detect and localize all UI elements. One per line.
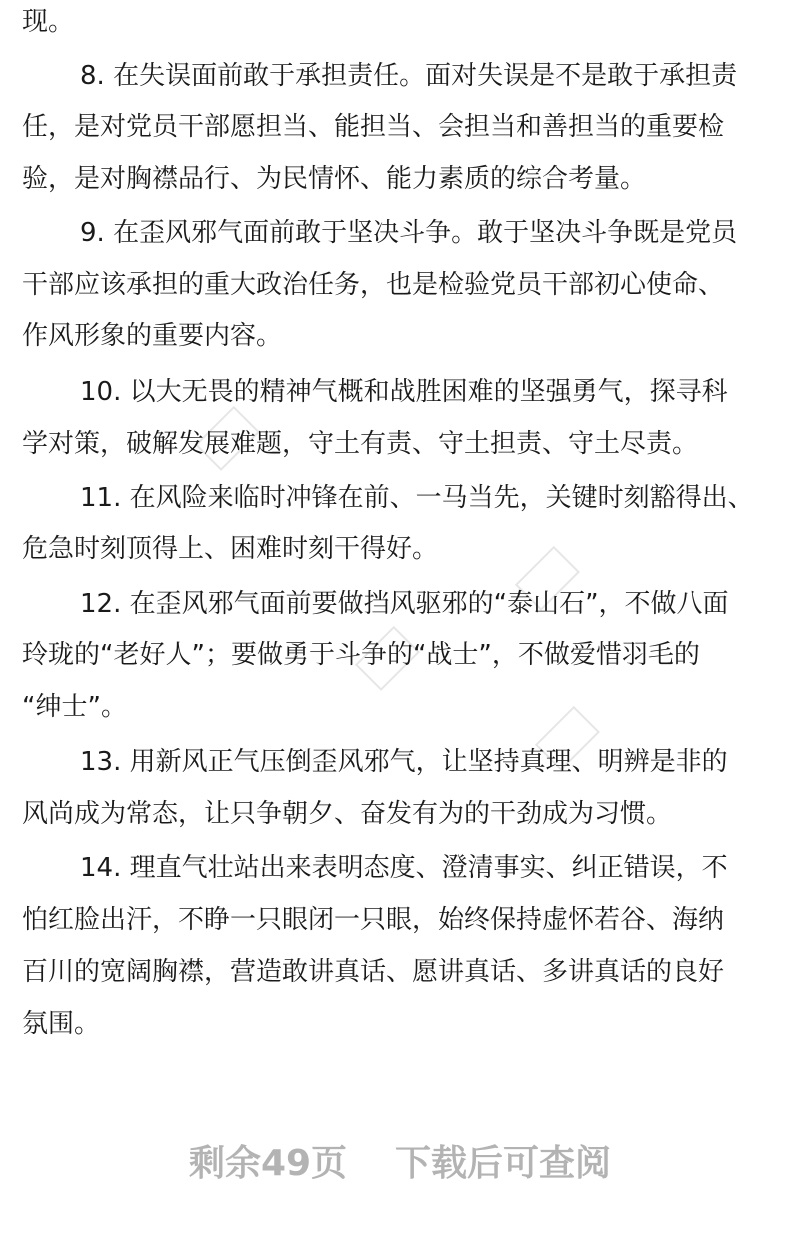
text-line: “绅士”。 (22, 692, 127, 722)
text-line: 干部应该承担的重大政治任务，也是检验党员干部初心使命、 (22, 270, 725, 300)
text-line: 9. 在歪风邪气面前敢于坚决斗争。敢于坚决斗争既是党员 (80, 218, 738, 248)
text-line: 作风形象的重要内容。 (22, 321, 283, 351)
download-prompt[interactable] (0, 1140, 800, 1188)
text-line: 现。 (22, 7, 75, 37)
download-to-view-text: 下载后可查阅 (395, 1143, 612, 1184)
text-line: 12. 在歪风邪气面前要做挡风驱邪的“泰山石”，不做八面 (80, 589, 729, 619)
text-line: 13. 用新风正气压倒歪风邪气，让坚持真理、明辨是非的 (80, 747, 728, 777)
text-line: 怕红脸出汗，不睁一只眼闭一只眼，始终保持虚怀若谷、海纳 (22, 905, 725, 935)
text-line: 11. 在风险来临时冲锋在前、一马当先，关键时刻豁得出、 (80, 483, 754, 513)
text-line: 危急时刻顶得上、困难时刻干得好。 (22, 534, 439, 564)
text-line: 氛围。 (22, 1009, 101, 1039)
remaining-pages-text: 剩余49页 (188, 1143, 348, 1184)
text-line: 验，是对胸襟品行、为民情怀、能力素质的综合考量。 (22, 164, 647, 194)
text-line: 学对策，破解发展难题，守土有责、守土担责、守土尽责。 (22, 429, 699, 459)
text-line: 10. 以大无畏的精神气概和战胜困难的坚强勇气，探寻科 (80, 377, 728, 407)
text-line: 8. 在失误面前敢于承担责任。面对失误是不是敢于承担责 (80, 61, 738, 91)
text-line: 玲珑的“老好人”；要做勇于斗争的“战士”，不做爱惜羽毛的 (22, 640, 700, 670)
text-line: 百川的宽阔胸襟，营造敢讲真话、愿讲真话、多讲真话的良好 (22, 957, 725, 987)
text-line: 任，是对党员干部愿担当、能担当、会担当和善担当的重要检 (22, 112, 725, 142)
text-line: 14. 理直气壮站出来表明态度、澄清事实、纠正错误，不 (80, 853, 728, 883)
text-line: 风尚成为常态，让只争朝夕、奋发有为的干劲成为习惯。 (22, 799, 673, 829)
